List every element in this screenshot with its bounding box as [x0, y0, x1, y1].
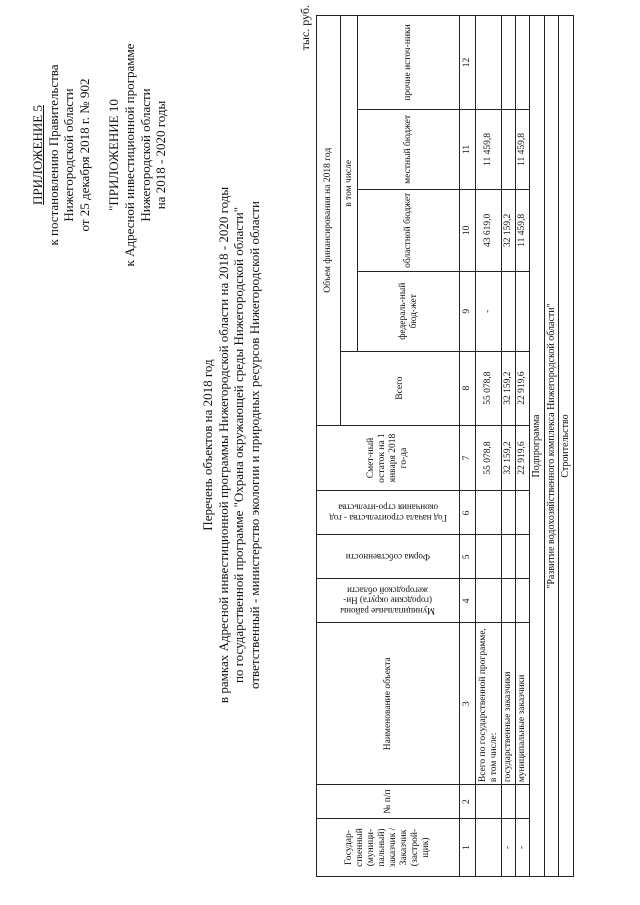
col-ownership-text: Форма собственности — [345, 552, 431, 563]
cell-other — [476, 16, 502, 110]
objects-table — [316, 15, 574, 877]
cell-other — [502, 16, 516, 110]
col-num: 1 — [460, 819, 476, 877]
construction-row — [559, 16, 574, 877]
col-num: 8 — [460, 351, 476, 425]
cell-ownership — [476, 535, 502, 579]
col-estimate: Смет-ный остаток на 1 января 2018 го-да — [317, 425, 460, 491]
col-municipal — [317, 579, 460, 623]
cell-customer — [476, 819, 502, 877]
table-row — [502, 16, 516, 877]
appendix10-title: "ПРИЛОЖЕНИЕ 10 — [106, 99, 122, 211]
cell-object-name: государственные заказчики — [502, 623, 516, 785]
construction-label: Строительство — [559, 16, 574, 877]
subprogram-name: "Развитие водохозяйственного комплекса Нижегородской области" — [544, 16, 559, 877]
col-num: 5 — [460, 535, 476, 579]
cell-federal: - — [476, 271, 502, 351]
cell-object-name: Всего по государственной программе, в том числе: — [476, 623, 502, 785]
col-num: 2 — [460, 785, 476, 819]
col-number: № п/п — [317, 785, 460, 819]
title-line1: Перечень объектов на 2018 год — [200, 359, 215, 531]
cell-regional: 43 619,0 — [476, 189, 502, 271]
col-municipal-text: Муниципальные районы (городские округа) Ни-жегородской области — [340, 585, 436, 617]
title-line2: в рамках Адресной инвестиционной программы Нижегородской области на 2018 - 2020 годы — [215, 186, 231, 704]
cell-number — [502, 785, 516, 819]
cell-local: 11 459,8 — [516, 109, 530, 189]
col-years — [317, 491, 460, 535]
units-label: тыс. руб. — [298, 5, 312, 51]
cell-customer: - — [502, 819, 516, 877]
appendix10-line1: к Адресной инвестиционной программе — [121, 43, 137, 267]
col-federal: федераль-ный бюд-жет — [358, 271, 460, 351]
col-financing: Объем финансирования на 2018 год — [317, 16, 341, 426]
cell-total: 32 159,2 — [502, 351, 516, 425]
cell-years — [502, 491, 516, 535]
subprogram-label-row — [530, 16, 545, 877]
cell-local: 11 459,8 — [476, 109, 502, 189]
cell-estimate: 22 919,6 — [516, 425, 530, 491]
cell-local — [502, 109, 516, 189]
col-num: 11 — [460, 109, 476, 189]
col-customer: Государ-ственный (муници-пальный) заказчик /Заказчик (застрой-щик) — [317, 819, 460, 877]
cell-object-name: муниципальные заказчики — [516, 623, 530, 785]
cell-municipal — [516, 579, 530, 623]
col-ownership — [317, 535, 460, 579]
col-other: прочие источ-ники — [358, 16, 460, 110]
appendix10-line2: Нижегородской области — [137, 88, 153, 222]
col-num: 6 — [460, 491, 476, 535]
title-line3: по государственной программе "Охрана окружающей среды Нижегородской области" — [231, 206, 247, 684]
cell-federal — [502, 271, 516, 351]
appendix-title: ПРИЛОЖЕНИЕ 5 — [30, 105, 45, 205]
col-num: 10 — [460, 189, 476, 271]
cell-federal — [516, 271, 530, 351]
col-num: 12 — [460, 16, 476, 110]
region-line: Нижегородской области — [61, 88, 77, 222]
col-total: Всего — [341, 351, 460, 425]
cell-years — [476, 491, 502, 535]
cell-ownership — [502, 535, 516, 579]
table-row — [476, 16, 502, 877]
title-line4: ответственный - министерство экологии и природных ресурсов Нижегородской области — [246, 201, 262, 689]
col-regional: областной бюджет — [358, 189, 460, 271]
col-num: 7 — [460, 425, 476, 491]
cell-ownership — [516, 535, 530, 579]
appendix-header — [30, 25, 169, 285]
cell-years — [516, 491, 530, 535]
cell-number — [516, 785, 530, 819]
cell-municipal — [476, 579, 502, 623]
cell-estimate: 32 159,2 — [502, 425, 516, 491]
resolution-line: к постановлению Правительства — [45, 64, 61, 246]
col-including: в том числе — [341, 16, 358, 352]
col-local: местный бюджет — [358, 109, 460, 189]
document-title — [200, 95, 262, 795]
col-object-name: Наименование объекта — [317, 623, 460, 785]
date-line: от 25 декабря 2018 г. № 902 — [76, 78, 92, 232]
subprogram-label: Подпрограмма — [530, 16, 545, 877]
cell-total: 22 919,6 — [516, 351, 530, 425]
col-num: 9 — [460, 271, 476, 351]
cell-regional: 32 159,2 — [502, 189, 516, 271]
column-numbers-row — [460, 16, 476, 877]
cell-number — [476, 785, 502, 819]
cell-other — [516, 16, 530, 110]
appendix10-line3: на 2018 - 2020 годы — [153, 100, 169, 210]
col-num: 4 — [460, 579, 476, 623]
cell-estimate: 55 078,8 — [476, 425, 502, 491]
table-row — [516, 16, 530, 877]
col-years-text: Год начала строительства - год окончания стро-ительства — [329, 502, 447, 524]
cell-customer: - — [516, 819, 530, 877]
col-num: 3 — [460, 623, 476, 785]
cell-total: 55 078,8 — [476, 351, 502, 425]
subprogram-name-row — [544, 16, 559, 877]
cell-regional: 11 459,8 — [516, 189, 530, 271]
cell-municipal — [502, 579, 516, 623]
